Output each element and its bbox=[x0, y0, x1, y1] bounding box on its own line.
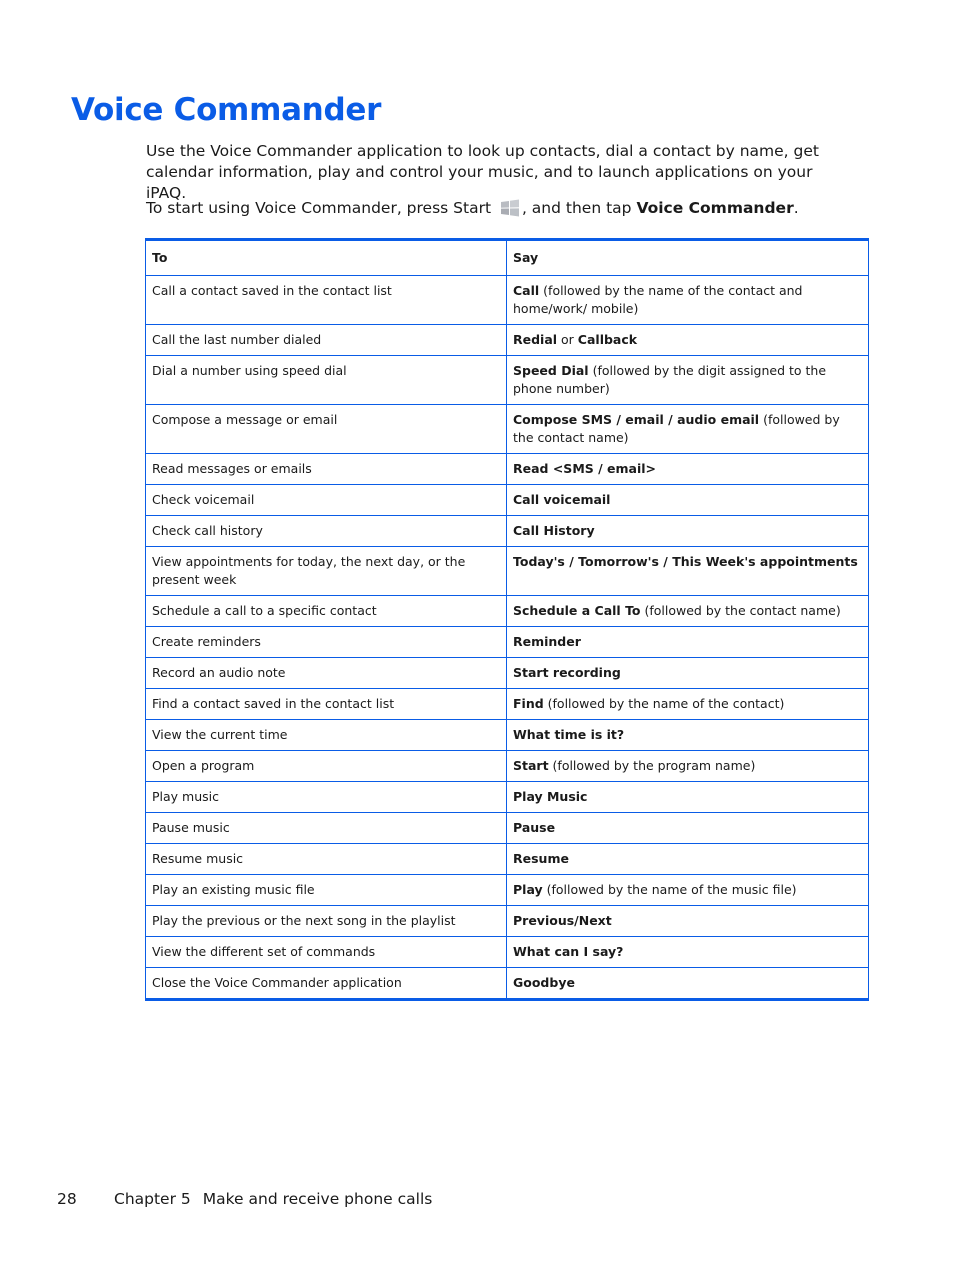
say-command: Goodbye bbox=[513, 975, 575, 990]
say-command: Start recording bbox=[513, 665, 621, 680]
table-row bbox=[146, 658, 869, 689]
start-text-after: . bbox=[793, 199, 799, 217]
table-row bbox=[146, 906, 869, 937]
start-instruction bbox=[146, 198, 866, 219]
table-row bbox=[146, 937, 869, 968]
windows-start-icon bbox=[500, 199, 520, 217]
cell-to: Check call history bbox=[146, 516, 507, 547]
say-note: (followed by the name of the contact and home/work/ mobile) bbox=[513, 283, 803, 316]
table-row bbox=[146, 720, 869, 751]
cell-say bbox=[507, 516, 869, 547]
page-title: Voice Commander bbox=[71, 92, 382, 128]
cell-to: Close the Voice Commander application bbox=[146, 968, 507, 1000]
table-row bbox=[146, 813, 869, 844]
cell-say bbox=[507, 405, 869, 454]
column-header-say: Say bbox=[507, 240, 869, 276]
say-command: What can I say? bbox=[513, 944, 624, 959]
cell-to: Schedule a call to a specific contact bbox=[146, 596, 507, 627]
table-body bbox=[146, 276, 869, 1000]
cell-to: Pause music bbox=[146, 813, 507, 844]
table-row bbox=[146, 485, 869, 516]
say-command: Play Music bbox=[513, 789, 588, 804]
cell-to: Play an existing music file bbox=[146, 875, 507, 906]
cell-say bbox=[507, 844, 869, 875]
say-note: or bbox=[557, 332, 578, 347]
say-note: (followed by the contact name) bbox=[640, 603, 841, 618]
start-text-before: To start using Voice Commander, press Start bbox=[146, 199, 496, 217]
intro-paragraph: Use the Voice Commander application to look up contacts, dial a contact by name, get calendar information, play and control your music, and to launch applications on your iPAQ. bbox=[146, 142, 819, 202]
cell-to: Check voicemail bbox=[146, 485, 507, 516]
cell-to: View appointments for today, the next day, or the present week bbox=[146, 547, 507, 596]
table-row bbox=[146, 276, 869, 325]
say-command: Start bbox=[513, 758, 549, 773]
say-command: Play bbox=[513, 882, 543, 897]
say-command: Today's / Tomorrow's / This Week's appointments bbox=[513, 554, 858, 569]
page-footer bbox=[57, 1190, 432, 1208]
cell-say bbox=[507, 627, 869, 658]
say-command: What time is it? bbox=[513, 727, 625, 742]
say-note: (followed by the program name) bbox=[548, 758, 756, 773]
cell-say bbox=[507, 276, 869, 325]
table-header-row bbox=[146, 240, 869, 276]
cell-say bbox=[507, 547, 869, 596]
cell-say bbox=[507, 596, 869, 627]
table-row bbox=[146, 751, 869, 782]
cell-to: Play the previous or the next song in the playlist bbox=[146, 906, 507, 937]
table-row bbox=[146, 325, 869, 356]
cell-say bbox=[507, 875, 869, 906]
cell-to: Play music bbox=[146, 782, 507, 813]
cell-to: View the current time bbox=[146, 720, 507, 751]
cell-say bbox=[507, 751, 869, 782]
say-command: Compose SMS / email / audio email bbox=[513, 412, 760, 427]
cell-say bbox=[507, 782, 869, 813]
table-row bbox=[146, 356, 869, 405]
table-row bbox=[146, 596, 869, 627]
cell-to: Read messages or emails bbox=[146, 454, 507, 485]
table-row bbox=[146, 875, 869, 906]
cell-to: Call the last number dialed bbox=[146, 325, 507, 356]
say-command: Speed Dial bbox=[513, 363, 589, 378]
cell-to: Call a contact saved in the contact list bbox=[146, 276, 507, 325]
chapter-label: Chapter 5 bbox=[114, 1190, 191, 1208]
table-row bbox=[146, 689, 869, 720]
table-row bbox=[146, 454, 869, 485]
cell-say bbox=[507, 968, 869, 1000]
say-command: Call History bbox=[513, 523, 595, 538]
cell-say bbox=[507, 454, 869, 485]
cell-say bbox=[507, 813, 869, 844]
cell-say bbox=[507, 937, 869, 968]
cell-to: Create reminders bbox=[146, 627, 507, 658]
say-command: Callback bbox=[577, 332, 638, 347]
say-note: (followed by the name of the contact) bbox=[543, 696, 785, 711]
say-command: Call voicemail bbox=[513, 492, 611, 507]
cell-to: View the different set of commands bbox=[146, 937, 507, 968]
cell-to: Dial a number using speed dial bbox=[146, 356, 507, 405]
cell-to: Compose a message or email bbox=[146, 405, 507, 454]
page-number: 28 bbox=[57, 1190, 77, 1208]
say-command: Read <SMS / email> bbox=[513, 461, 657, 476]
cell-to: Find a contact saved in the contact list bbox=[146, 689, 507, 720]
table-row bbox=[146, 627, 869, 658]
say-command: Previous/Next bbox=[513, 913, 612, 928]
say-command: Resume bbox=[513, 851, 569, 866]
cell-say bbox=[507, 658, 869, 689]
cell-say bbox=[507, 325, 869, 356]
cell-to: Resume music bbox=[146, 844, 507, 875]
say-note: (followed by the name of the music file) bbox=[542, 882, 797, 897]
say-note: (followed by the contact name) bbox=[513, 412, 840, 445]
say-command: Reminder bbox=[513, 634, 581, 649]
cell-say bbox=[507, 485, 869, 516]
chapter-title: Make and receive phone calls bbox=[202, 1190, 433, 1208]
table-row bbox=[146, 782, 869, 813]
say-command: Find bbox=[513, 696, 544, 711]
cell-say bbox=[507, 356, 869, 405]
start-text-middle: , and then tap bbox=[521, 199, 637, 217]
cell-to: Open a program bbox=[146, 751, 507, 782]
say-command: Schedule a Call To bbox=[513, 603, 641, 618]
say-command: Pause bbox=[513, 820, 556, 835]
table-row bbox=[146, 405, 869, 454]
column-header-to: To bbox=[146, 240, 507, 276]
cell-say bbox=[507, 689, 869, 720]
cell-say bbox=[507, 906, 869, 937]
table-row bbox=[146, 547, 869, 596]
cell-to: Record an audio note bbox=[146, 658, 507, 689]
table-row bbox=[146, 516, 869, 547]
cell-say bbox=[507, 720, 869, 751]
say-command: Redial bbox=[513, 332, 558, 347]
table-row bbox=[146, 844, 869, 875]
say-note: (followed by the digit assigned to the phone number) bbox=[513, 363, 827, 396]
start-text-bold: Voice Commander bbox=[636, 199, 794, 217]
voice-commands-table bbox=[145, 238, 869, 1001]
table-row bbox=[146, 968, 869, 1000]
say-command: Call bbox=[513, 283, 540, 298]
